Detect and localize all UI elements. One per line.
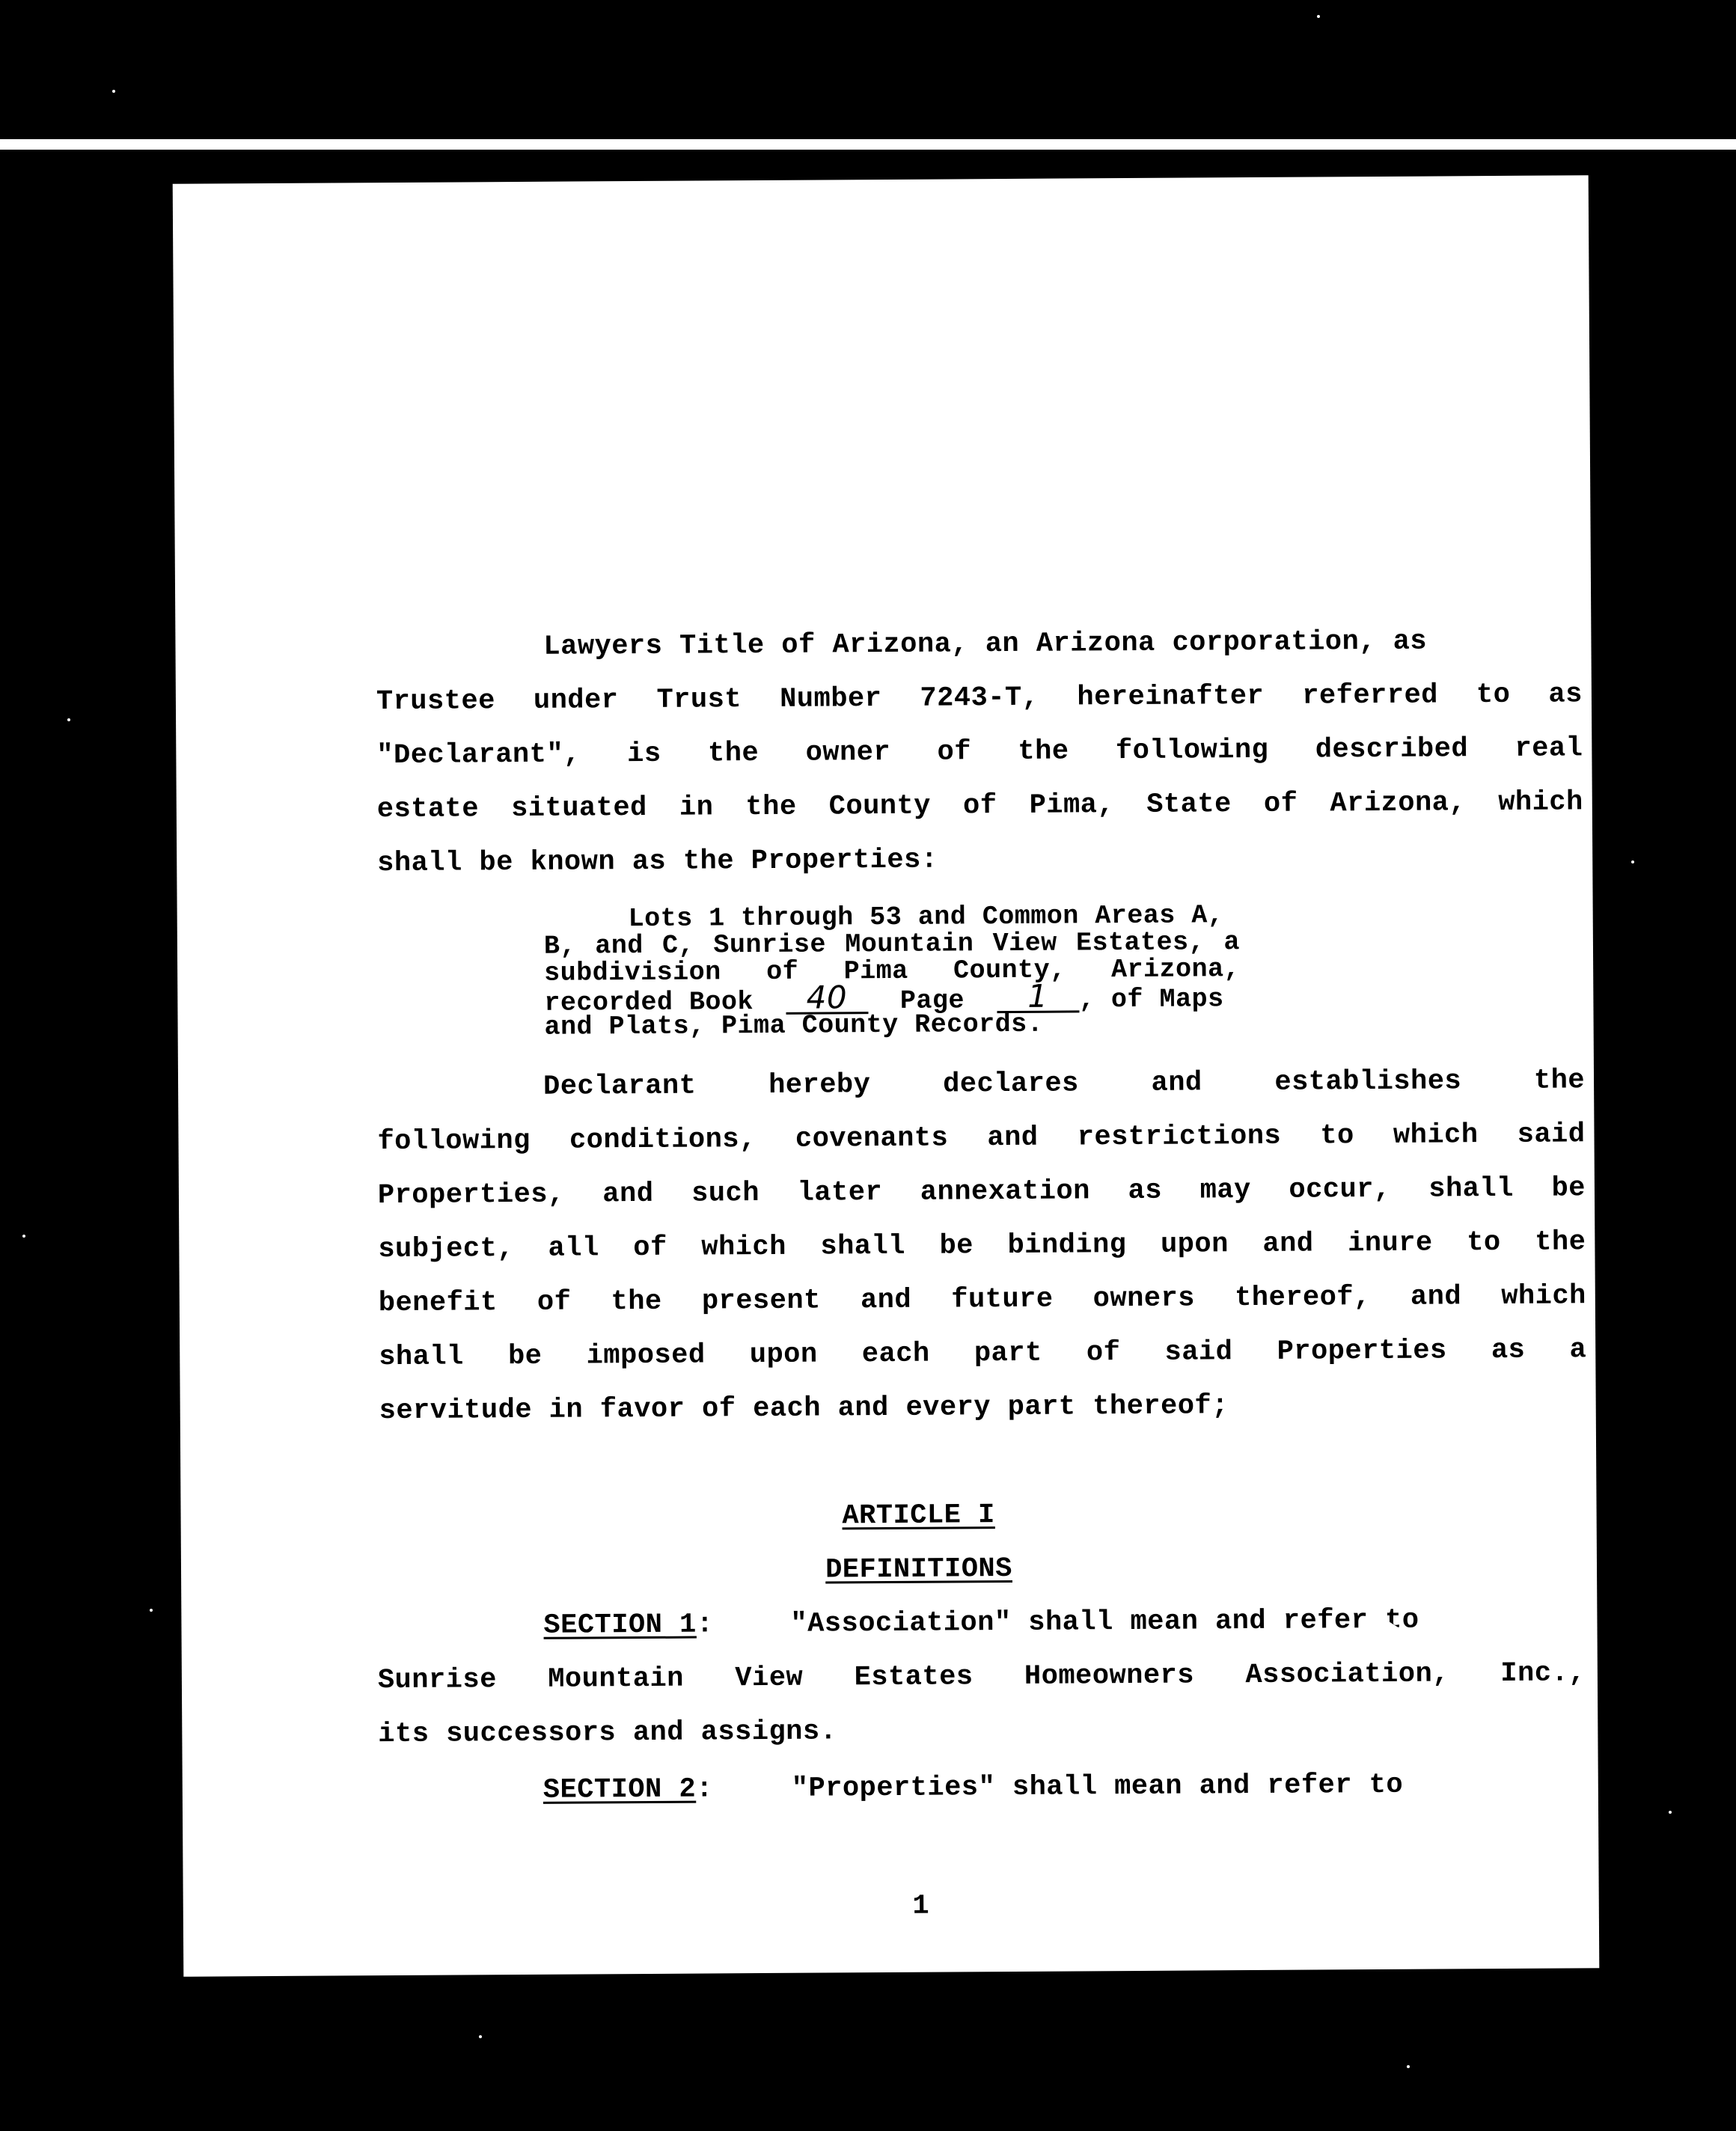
section-1-first-line (543, 1608, 713, 1642)
section-1-colon: : (696, 1609, 714, 1641)
paragraph-2-line-2: following conditions, covenants and restrictions to which said (377, 1119, 1586, 1158)
section-2-label: SECTION 2 (542, 1773, 697, 1806)
paragraph-2-line-6: shall be imposed upon each part of said Properties as a (379, 1334, 1587, 1374)
section-1-text-line-3: its successors and assigns. (378, 1716, 837, 1751)
scan-speck (1631, 860, 1634, 863)
recording-stamp: 7852 1224 (1360, 1384, 1407, 1644)
legal-description-line-5: and Plats, Pima County Records. (544, 1009, 1044, 1042)
scan-speck (67, 718, 70, 721)
paragraph-2-line-3: Properties, and such later annexation as may occur, shall be (377, 1172, 1586, 1212)
section-2-colon: : (696, 1773, 714, 1806)
scan-speck (150, 1609, 153, 1612)
article-title: DEFINITIONS (825, 1553, 1013, 1586)
document-page (173, 175, 1600, 1977)
page-label: Page (899, 985, 965, 1016)
paragraph-2-line-1: Declarant hereby declares and establishes the (542, 1065, 1586, 1103)
paragraph-1-line-4: estate situated in the County of Pima, State of Arizona, which (376, 786, 1583, 826)
paragraph-1-line-3: "Declarant", is the owner of the following described real (376, 733, 1583, 772)
legal-description-line-3: subdivision of Pima County, Arizona, (544, 954, 1241, 988)
paragraph-1-line-1: Lawyers Title of Arizona, an Arizona corporation, as (543, 626, 1428, 663)
paragraph-2-line-5: benefit of the present and future owners thereof, and which (378, 1280, 1586, 1320)
book-number-handwritten: 40 (786, 983, 868, 1015)
scan-speck (1669, 1811, 1672, 1814)
article-heading: ARTICLE I (842, 1499, 995, 1532)
scan-speck (22, 1235, 25, 1238)
legal-description-line-1: Lots 1 through 53 and Common Areas A, (628, 900, 1224, 935)
paragraph-2-line-7: servitude in favor of each and every part thereof; (379, 1390, 1229, 1428)
legal-description-line-2: B, and C, Sunrise Mountain View Estates, a (543, 927, 1241, 961)
scan-speck (1317, 15, 1320, 18)
section-1-text-line-2: Sunrise Mountain View Estates Homeowners Association, Inc., (377, 1657, 1586, 1697)
scan-speck (112, 90, 115, 93)
page-number-handwritten: 1 (997, 982, 1079, 1013)
paragraph-1-line-5: shall be known as the Properties: (377, 844, 938, 880)
section-2-first-line (543, 1773, 713, 1806)
section-2-text-line-1: "Properties" shall mean and refer to (791, 1769, 1404, 1805)
scan-speck (1407, 2065, 1410, 2068)
recorded-book-label: recorded Book (544, 987, 754, 1018)
scan-border-rule (0, 139, 1736, 150)
paragraph-2-line-4: subject, all of which shall be binding upon and inure to the (378, 1226, 1586, 1266)
section-1-label: SECTION 1 (543, 1609, 697, 1642)
scan-speck (479, 2035, 482, 2038)
section-1-text-line-1: "Association" shall mean and refer to (790, 1604, 1419, 1640)
maps-label: , of Maps (1078, 984, 1224, 1015)
page-number: 1 (912, 1890, 930, 1922)
paragraph-1-line-2: Trustee under Trust Number 7243-T, hereinafter referred to as (376, 679, 1583, 718)
